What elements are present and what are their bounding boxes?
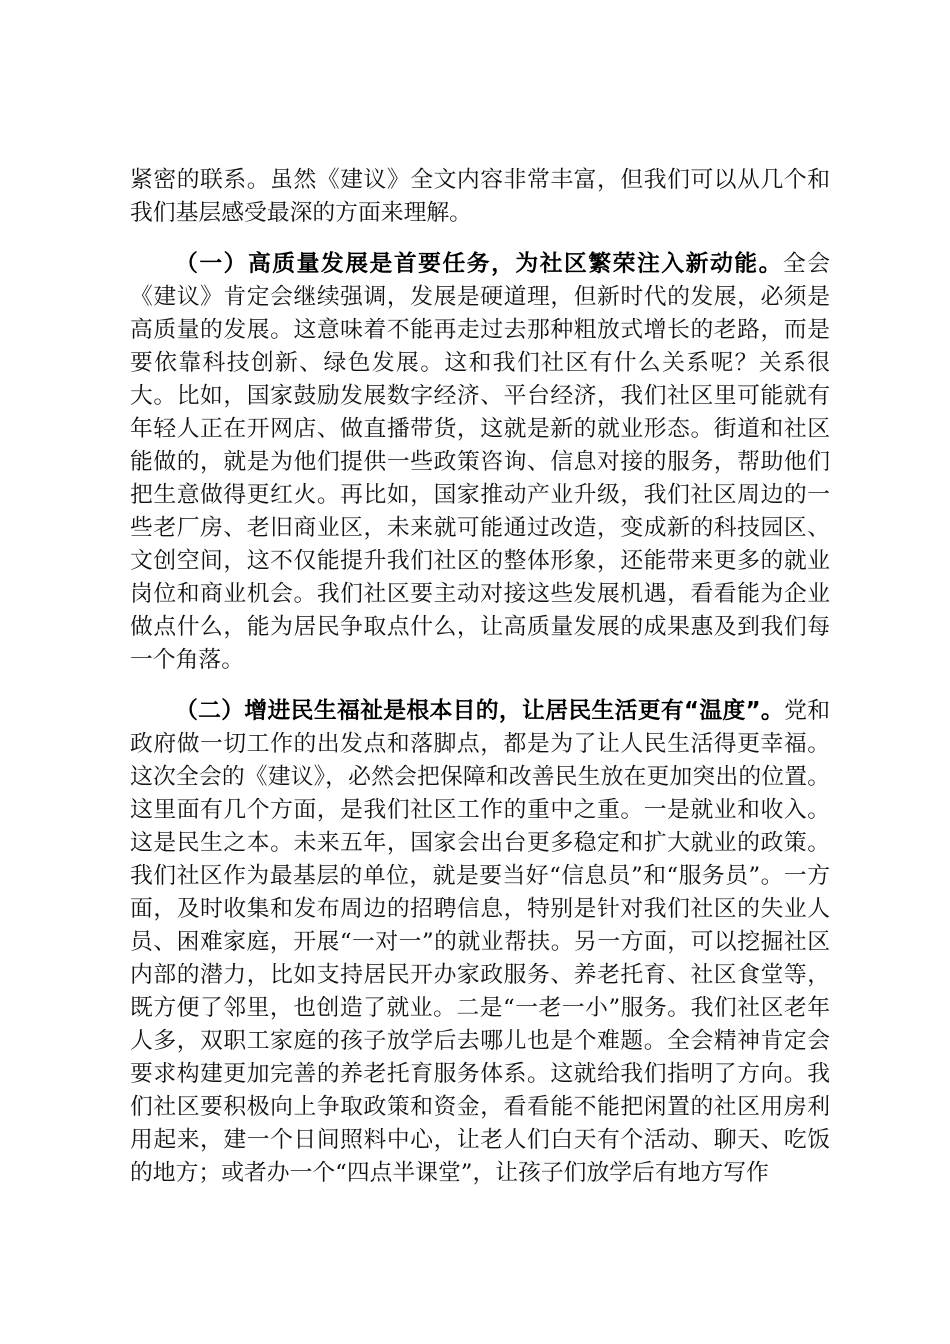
paragraph-text: 党和政府做一切工作的出发点和落脚点，都是为了让人民生活得更幸福。这次全会的《建议》，必然会把保障和改善民生放在更加突出的位置。这里面有几个方面，是我们社区工作的重中之重。一是就业和收入。这是民生之本。未来五年，国家会出台更多稳定和扩大就业的政策。我们社区作为最基层的单位，就是要当好“信息员”和“服务员”。一方面，及时收集和发布周边的招聘信息，特别是针对我们社区的失业人员、困难家庭，开展“一对一”的就业帮扶。另一方面，可以挖掘社区内部的潜力，比如支持居民开办家政服务、养老托育、社区食堂等，既方便了邻里，也创造了就业。二是“一老一小”服务。我们社区老年人多，双职工家庭的孩子放学后去哪儿也是个难题。全会精神肯定会要求构建更加完善的养老托育服务体系。这就给我们指明了方向。我们社区要积极向上争取政策和资金，看看能不能把闲置的社区用房利用起来，建一个日间照料中心，让老人们白天有个活动、聊天、吃饭的地方；或者办一个“四点半课堂”，让孩子们放学后有地方写作 [130, 698, 831, 1186]
document-body [130, 164, 830, 1190]
paragraph-intro [130, 164, 830, 230]
section-heading-1: （一）高质量发展是首要任务，为社区繁荣注入新动能。 [175, 251, 783, 277]
section-heading-2: （二）增进民生福祉是根本目的，让居民生活更有“温度”。 [175, 698, 785, 724]
paragraph-section-1 [130, 248, 830, 677]
paragraph-text: 紧密的联系。虽然《建议》全文内容非常丰富，但我们可以从几个和我们基层感受最深的方面来理解。 [130, 167, 830, 226]
paragraph-text: 全会《建议》肯定会继续强调，发展是硬道理，但新时代的发展，必须是高质量的发展。这意味着不能再走过去那种粗放式增长的老路，而是要依靠科技创新、绿色发展。这和我们社区有什么关系呢？关系很大。比如，国家鼓励发展数字经济、平台经济，我们社区里可能就有年轻人正在开网店、做直播带货，这就是新的就业形态。街道和社区能做的，就是为他们提供一些政策咨询、信息对接的服务，帮助他们把生意做得更红火。再比如，国家推动产业升级，我们社区周边的一些老厂房、老旧商业区，未来就可能通过改造，变成新的科技园区、文创空间，这不仅能提升我们社区的整体形象，还能带来更多的就业岗位和商业机会。我们社区要主动对接这些发展机遇，看看能为企业做点什么，能为居民争取点什么，让高质量发展的成果惠及到我们每一个角落。 [130, 251, 831, 673]
paragraph-section-2 [130, 695, 830, 1190]
